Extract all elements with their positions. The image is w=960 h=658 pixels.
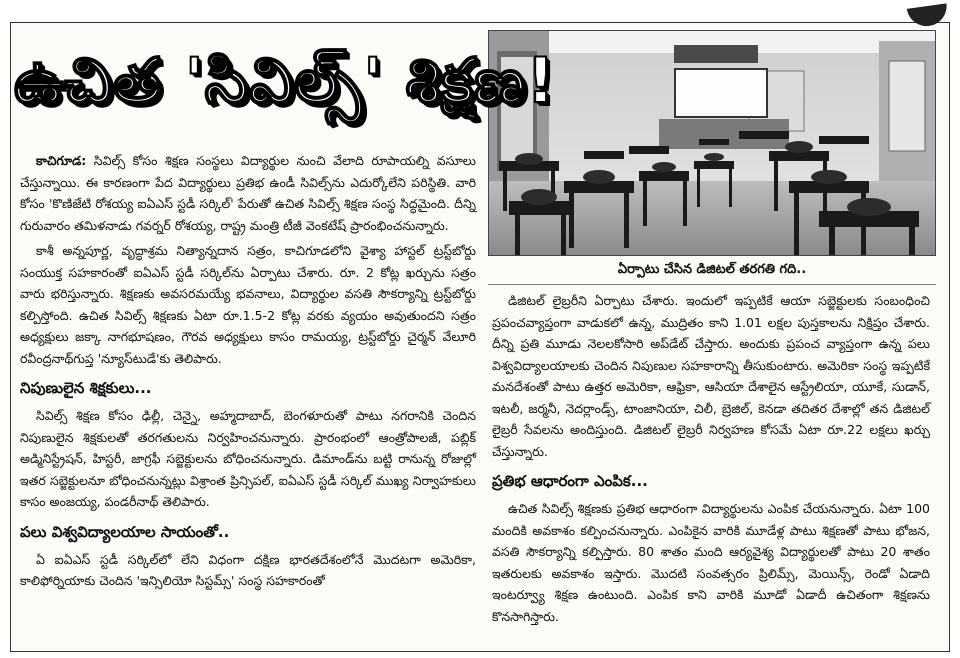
paragraph: ఏ ఐఏఎస్ స్టడీ సర్కిల్‌లో లేని విధంగా దక్షిణ భారతదేశంలోనే మొదటగా అమెరికా, కాలిఫోర్నియాకు చెందిన 'ఇన్సిలియో సిస్టమ్స్' సంస్థ సహకారంతో — [20, 551, 476, 588]
paragraph: కాశీ అన్నపూర్ణ, వృద్ధాశ్రమ నిత్యాన్నదాన సత్రం, కాచిగూడలోని వైశ్యా హాస్టల్ ట్రస్ట్‌బోర్డు సంయుక్త సహకారంతో ఐఏఎస్ స్టడీ సర్కిల్‌ను ఏర్పాటు చేశారు. రూ. 2 కోట్ల ఖర్చును సత్రం వారు భరిస్తున్నారు. శిక్షణకు అవసరమయ్యే భవనాలు, విద్యార్థుల వసతి సౌకర్యాన్ని ట్రస్ట్‌బోర్డు కల్పిస్తోంది. ఉచిత సివిల్స్ శిక్షణకు ఏటా రూ.1.5-2 కోట్ల వరకు వ్యయం అవుతుందని సత్రం అధ్యక్షులు జక్కా నాగభూషణం, గౌరవ అధ్యక్షులు కాసం రామయ్య, ట్రస్ట్‌బోర్డు చైర్మన్ వేలూరి రవీంద్రనాథ్‌గుప్త 'న్యూస్‌టుడే'కు తెలిపారు. — [20, 243, 476, 366]
caption-divider — [488, 284, 936, 285]
paragraph: ఉచిత సివిల్స్ శిక్షణకు ప్రతిభ ఆధారంగా విద్యార్థులను ఎంపిక చేయనున్నారు. ఏటా 100 మందికి అవకాశం కల్పించనున్నారు. ఎంపికైన వారికి మూడేళ్ల పాటు శిక్షణతో పాటు భోజన, వసతి సౌకర్యాన్ని కల్పిస్తారు. 80 శాతం మంది ఆర్యవైశ్య విద్యార్థులతో పాటు 20 శాతం ఇతరులకు అవకాశం ఇస్తారు. మొదటి సంవత్సరం ప్రిలిమ్స్, మెయిన్స్, రెండో ఏడాది ఇంటర్వ్యూ శిక్షణ ఉంటుంది. ఎంపిక కాని వారికి మూడో ఏడాదీ ఉచితంగా శిక్షణను కొనసాగిస్తారు. — [492, 501, 930, 624]
paragraph-text: సివిల్స్ కోసం శిక్షణ సంస్థలు విద్యార్థుల నుంచి వేలాది రూపాయల్ని వసూలు చేస్తున్నాయి. ఈ కారణంగా పేద విద్యార్థులు ప్రతిభ ఉండీ సివిల్స్‌ను ఎదుర్కోలేని పరిస్థితి. వారి కోసం 'కొణిజేటి రోశయ్య ఐఏఎస్ స్టడీ సర్కిల్' పేరుతో ఉచిత సివిల్స్ శిక్షణ సంస్థ సిద్ధమైంది. దీన్ని గురువారం తమిళనాడు గవర్నర్ రోశయ్య, రాష్ట్ర మంత్రి టీజీ వెంకటేష్ ప్రారంభించనున్నారు. — [20, 153, 476, 233]
subheading: పలు విశ్వవిద్యాలయాల సాయంతో.. — [20, 522, 230, 541]
photo-caption: ఏర్పాటు చేసిన డిజిటల్ తరగతి గది.. — [617, 262, 807, 277]
subheading: ప్రతిభ ఆధారంగా ఎంపిక... — [492, 472, 648, 490]
paragraph: సివిల్స్ శిక్షణ కోసం ఢిల్లీ, చెన్నై, అహ్మదాబాద్, బెంగళూరుతో పాటు నగరానికి చెందిన నిపుణులైన శిక్షకులతో తరగతులను నిర్వహించనున్నారు. ప్రారంభంలో ఆంత్రోపాలజీ, పబ్లిక్ అడ్మినిస్ట్రేషన్, హిస్టరీ, జాగ్రఫీ సబ్జెక్టులను బోధించనున్నారు. డిమాండ్‌ను బట్టి రానున్న రోజుల్లో ఇతర సబ్జెక్టులనూ బోధించనున్నట్లు విశ్రాంత ప్రిన్సిపల్, ఐఏఎస్ స్టడీ సర్కిల్ ముఖ్య నిర్వాహకులు కాసం అంజయ్య, పండరీనాథ్ తెలిపారు. — [20, 408, 476, 509]
dateline: కాచిగూడ: — [36, 153, 87, 168]
subheading: నిపుణులైన శిక్షకులు... — [20, 379, 152, 397]
paragraph: డిజిటల్ లైబ్రరీని ఏర్పాటు చేశారు. ఇందులో ఇప్పటికే ఆయా సబ్జెక్టులకు సంబంధించి ప్రపంచవ్యాప్తంగా వాడుకలో ఉన్న, ముద్రితం కాని 1.01 లక్షల పుస్తకాలను నిక్షిప్తం చేశారు. దీన్ని ప్రతి మూడు నెలలకోసారి అప్‌డేట్ చేస్తారు. అందుకు ప్రపంచ వ్యాప్తంగా ఉన్న పలు విశ్వవిద్యాలయాలకు చెందిన నిపుణుల సహకారాన్ని తీసుకుంటారు. అమెరికా సంస్థ ఇప్పటికే మనదేశంతో పాటు ఉత్తర అమెరికా, ఆఫ్రికా, ఆసియా దేశాలైన ఆస్ట్రేలియా, యూకే, సుడాన్, ఇటలీ, జర్మనీ, నెదర్లాండ్స్, టాంజానియా, చిలీ, బ్రెజిల్, కెనడా తదితర దేశాల్లో తన డిజిటల్ లైబ్రరీ సేవలను అందిస్తుంది. డిజిటల్ లైబ్రరీ నిర్వహణ కోసమే ఏటా రూ.22 లక్షలు ఖర్చు చేస్తున్నారు. — [492, 293, 930, 459]
left-column — [20, 150, 476, 596]
right-column — [492, 290, 930, 631]
headline: ఉచిత 'సివిల్స్' శిక్షణ! — [14, 44, 556, 117]
paragraph — [20, 150, 476, 236]
